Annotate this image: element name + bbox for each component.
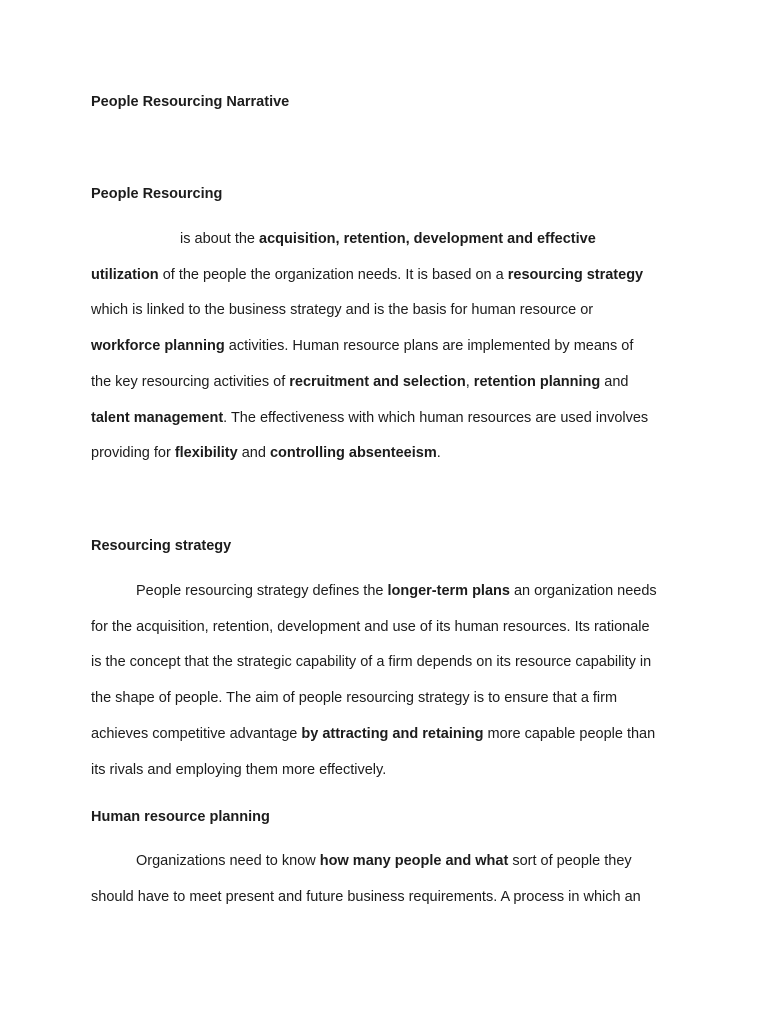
paragraph-line: [91, 222, 691, 258]
text: and: [237, 445, 270, 462]
text: ,: [465, 373, 474, 390]
section-paragraph: [91, 844, 691, 915]
bold-text: recruitment and selection: [289, 373, 466, 390]
section-heading-resourcing-strategy: Resourcing strategy: [91, 538, 232, 554]
paragraph-line: [91, 880, 691, 916]
text: . The effectiveness with which human resources are used involves: [223, 409, 649, 426]
bold-text: how many people and what: [319, 853, 509, 869]
text: activities. Human resource plans are implemented by means of: [224, 338, 634, 355]
text: of the people the organization needs. It is based on a: [158, 266, 508, 283]
text: providing for: [91, 445, 175, 462]
text: People resourcing strategy defines the: [136, 583, 388, 599]
section-heading-human-resource-planning: Human resource planning: [91, 809, 270, 825]
text: is the concept that the strategic capability of a firm depends on its resource capability in: [91, 654, 652, 671]
bold-text: longer-term plans: [387, 583, 510, 599]
paragraph-line: [91, 645, 691, 681]
paragraph-line: [91, 574, 691, 610]
text: which is linked to the business strategy and is the basis for human resource or: [91, 302, 594, 319]
bold-text: by attracting and retaining: [301, 725, 484, 742]
section-paragraph: [91, 574, 691, 788]
text: an organization needs: [509, 583, 657, 599]
section-heading-people-resourcing: People Resourcing: [91, 186, 223, 202]
text: its rivals and employing them more effectively.: [91, 761, 387, 778]
text: achieves competitive advantage: [91, 725, 302, 742]
bold-text: utilization: [91, 266, 159, 283]
text: Organizations need to know: [136, 853, 320, 869]
paragraph-line: [91, 401, 691, 437]
text: more capable people than: [483, 725, 656, 742]
paragraph-line: [91, 329, 691, 365]
text: for the acquisition, retention, development and use of its human resources. Its rationale: [91, 618, 650, 635]
paragraph-line: [91, 258, 691, 294]
text: the key resourcing activities of: [91, 373, 290, 390]
text: and: [600, 373, 629, 390]
paragraph-line: [91, 293, 691, 329]
text: .: [436, 445, 441, 462]
document-title: People Resourcing Narrative: [91, 94, 290, 110]
bold-text: acquisition, retention, development and effective: [259, 231, 596, 247]
bold-text: talent management: [91, 409, 224, 426]
paragraph-line: [91, 681, 691, 717]
text: is about the: [180, 231, 259, 247]
bold-text: flexibility: [174, 445, 238, 462]
paragraph-line: [91, 753, 691, 789]
text: sort of people they: [508, 853, 632, 869]
paragraph-line: [91, 610, 691, 646]
paragraph-line: [91, 844, 691, 880]
section-paragraph: [91, 222, 691, 472]
text: the shape of people. The aim of people resourcing strategy is to ensure that a firm: [91, 690, 618, 707]
paragraph-line: [91, 365, 691, 401]
paragraph-line: [91, 436, 691, 472]
bold-text: workforce planning: [91, 338, 225, 355]
bold-text: resourcing strategy: [507, 266, 644, 283]
paragraph-line: [91, 717, 691, 753]
bold-text: controlling absenteeism: [269, 445, 437, 462]
text: should have to meet present and future business requirements. A process in which an: [91, 888, 641, 905]
bold-text: retention planning: [473, 373, 601, 390]
